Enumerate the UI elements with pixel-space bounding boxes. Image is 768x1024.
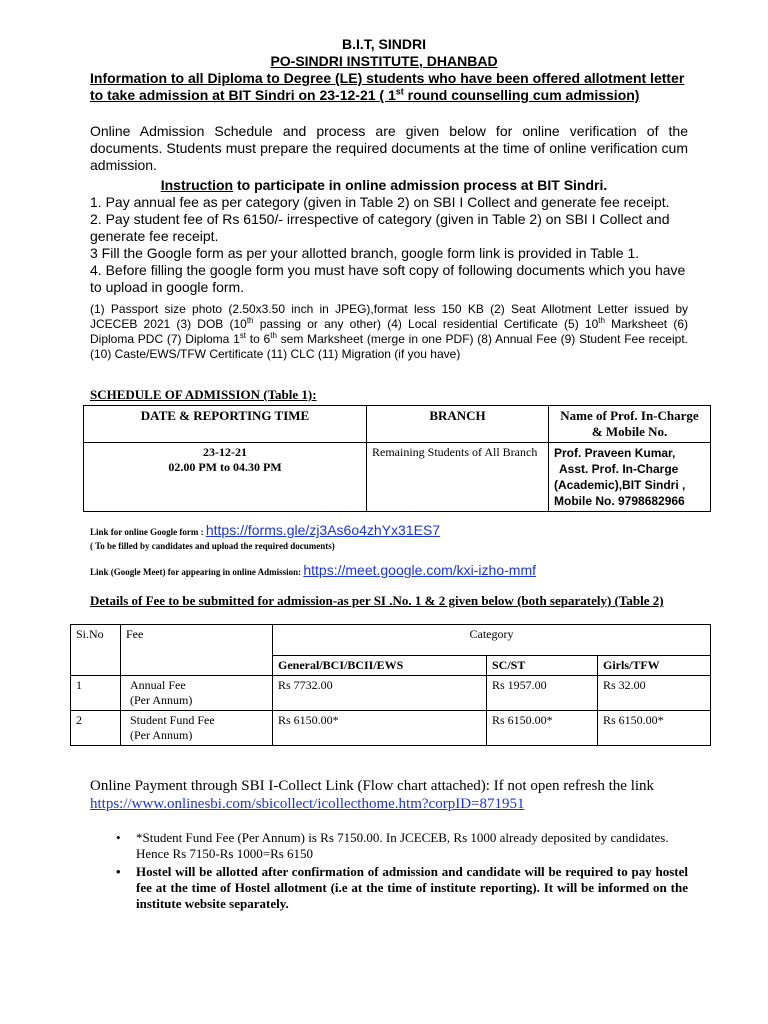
schedule-header-row	[84, 406, 711, 443]
fee-name: Annual Fee (Per Annum)	[121, 676, 273, 711]
fee-heading: Details of Fee to be submitted for admission-as per SI .No. 1 & 2 given below (both separately) (Table 2)	[90, 593, 664, 608]
header-date-time: DATE & REPORTING TIME	[84, 406, 367, 443]
schedule-time: 02.00 PM to 04.30 PM	[168, 460, 282, 474]
notes-list	[116, 830, 688, 914]
meet-link[interactable]: https://meet.google.com/kxi-izho-mmf	[303, 562, 536, 578]
institute-name: B.I.T, SINDRI	[341, 36, 426, 52]
instruction-list	[90, 194, 690, 296]
fee-name: Student Fund Fee (Per Annum)	[121, 711, 273, 746]
meet-line	[90, 562, 690, 580]
list-item: • *Student Fund Fee (Per Annum) is Rs 7150.00. In JCECEB, Rs 1000 already deposited by candidates. Hence Rs 7150-Rs 1000=Rs 6150	[116, 830, 688, 862]
intro-paragraph: Online Admission Schedule and process are given below for online verification of the documents. Students must prepare the required documents at the time of online verification cum admission.	[90, 123, 688, 173]
instructions-heading: Instruction to participate in online admission process at BIT Sindri.	[160, 177, 608, 193]
header-girls: Girls/TFW	[598, 656, 711, 676]
schedule-date-cell	[84, 443, 367, 512]
schedule-heading: SCHEDULE OF ADMISSION (Table 1):	[90, 387, 317, 402]
notice-title: Information to all Diploma to Degree (LE) students who have been offered allotment letter to take admission at BIT Sindri on 23-12-21 ( 1st round counselling cum admission)	[90, 70, 685, 103]
schedule-branch: Remaining Students of All Branch	[367, 443, 549, 512]
google-form-label: Link for online Google form :	[90, 527, 206, 537]
fee-header-row	[71, 625, 711, 656]
table-row	[71, 711, 711, 746]
fee-scst: Rs 1957.00	[487, 676, 598, 711]
schedule-table	[83, 405, 711, 512]
fee-sino: 2	[71, 711, 121, 746]
required-documents: (1) Passport size photo (2.50x3.50 inch in JPEG),format less 150 KB (2) Seat Allotment Letter issued by JCECEB 2021 (3) DOB (10th passing or any other) (4) Local residential Certificate (5) 10th Marksheet (6) Diploma PDC (7) Diploma 1st to 6th sem Marksheet (merge in one PDF) (8) Annual Fee (9) Student Fee receipt. (10) Caste/EWS/TFW Certificate (11) CLC (11) Migration (if you have)	[90, 302, 688, 361]
google-form-line	[90, 522, 690, 540]
payment-link[interactable]: https://www.onlinesbi.com/sbicollect/icollecthome.htm?corpID=871951	[90, 796, 525, 812]
google-form-note: ( To be filled by candidates and upload the required documents)	[90, 541, 335, 551]
table-row	[84, 443, 711, 512]
fee-sino: 1	[71, 676, 121, 711]
header-sino: Si.No	[71, 625, 121, 676]
fee-general: Rs 7732.00	[273, 676, 487, 711]
fee-scst: Rs 6150.00*	[487, 711, 598, 746]
header-category: Category	[273, 625, 711, 656]
header-scst: SC/ST	[487, 656, 598, 676]
instruction-item: 2. Pay student fee of Rs 6150/- irrespective of category (given in Table 2) on SBI I Collect and generate fee receipt.	[90, 211, 670, 244]
payment-text: Online Payment through SBI I-Collect Link (Flow chart attached): If not open refresh the link	[90, 778, 655, 794]
table-row	[71, 676, 711, 711]
header-general: General/BCI/BCII/EWS	[273, 656, 487, 676]
instruction-item: 1. Pay annual fee as per category (given in Table 2) on SBI I Collect and generate fee receipt.	[90, 194, 670, 210]
meet-label: Link (Google Meet) for appearing in online Admission:	[90, 567, 304, 577]
schedule-date: 23-12-21	[203, 445, 247, 459]
fee-table	[70, 624, 711, 746]
google-form-link[interactable]: https://forms.gle/zj3As6o4zhYx31ES7	[205, 522, 441, 538]
list-item: • Hostel will be allotted after confirmation of admission and candidate will be required to pay hostel fee at the time of Hostel allotment (i.e at the time of institute reporting). It will be informed on the institute website separately.	[116, 864, 688, 912]
schedule-incharge: Prof. Praveen Kumar, Asst. Prof. In-Charge (Academic),BIT Sindri , Mobile No. 9798682966	[549, 443, 711, 512]
fee-general: Rs 6150.00*	[273, 711, 487, 746]
instruction-item: 4. Before filling the google form you must have soft copy of following documents which you have to upload in google form.	[90, 262, 686, 295]
header-fee: Fee	[121, 625, 273, 676]
header-branch: BRANCH	[367, 406, 549, 443]
fee-girls: Rs 6150.00*	[598, 711, 711, 746]
instruction-item: 3 Fill the Google form as per your allotted branch, google form link is provided in Table 1.	[90, 245, 640, 261]
institute-address: PO-SINDRI INSTITUTE, DHANBAD	[270, 53, 498, 69]
header-incharge: Name of Prof. In-Charge & Mobile No.	[549, 406, 711, 443]
fee-girls: Rs 32.00	[598, 676, 711, 711]
